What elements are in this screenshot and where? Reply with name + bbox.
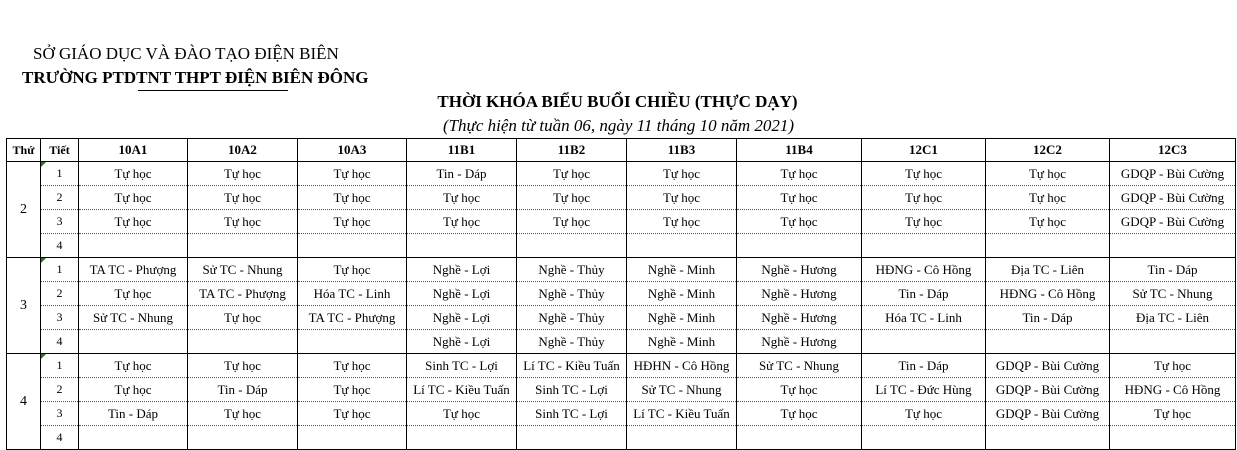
table-row bbox=[7, 258, 1236, 282]
lesson-cell bbox=[79, 330, 188, 354]
lesson-cell: Lí TC - Đức Hùng bbox=[862, 378, 986, 402]
period-number: 4 bbox=[56, 430, 63, 444]
lesson-cell: Tự học bbox=[79, 354, 188, 378]
lesson-cell: Tự học bbox=[298, 402, 407, 426]
period-cell bbox=[41, 258, 79, 282]
lesson-cell: Tự học bbox=[862, 186, 986, 210]
lesson-cell: Nghề - Minh bbox=[627, 330, 737, 354]
lesson-cell: Tự học bbox=[737, 162, 862, 186]
lesson-cell: Tự học bbox=[298, 186, 407, 210]
period-cell bbox=[41, 210, 79, 234]
department-name: SỞ GIÁO DỤC VÀ ĐÀO TẠO ĐIỆN BIÊN bbox=[33, 44, 339, 63]
lesson-cell: Nghề - Lợi bbox=[407, 282, 517, 306]
lesson-cell: Sinh TC - Lợi bbox=[517, 378, 627, 402]
lesson-cell: GDQP - Bùi Cường bbox=[1110, 210, 1236, 234]
table-row bbox=[7, 426, 1236, 450]
period-number: 1 bbox=[56, 166, 63, 180]
lesson-cell: Tự học bbox=[407, 402, 517, 426]
period-cell bbox=[41, 162, 79, 186]
lesson-cell: Tự học bbox=[737, 378, 862, 402]
lesson-cell: Tin - Dáp bbox=[188, 378, 298, 402]
lesson-cell bbox=[79, 234, 188, 258]
table-row bbox=[7, 162, 1236, 186]
lesson-cell: Tin - Dáp bbox=[862, 282, 986, 306]
lesson-cell: Tự học bbox=[517, 186, 627, 210]
lesson-cell bbox=[986, 426, 1110, 450]
period-cell bbox=[41, 330, 79, 354]
lesson-cell: Tự học bbox=[407, 186, 517, 210]
lesson-cell: Nghề - Minh bbox=[627, 258, 737, 282]
lesson-cell: Tự học bbox=[737, 210, 862, 234]
class-header: 10A2 bbox=[188, 139, 298, 162]
lesson-cell: GDQP - Bùi Cường bbox=[986, 378, 1110, 402]
lesson-cell: Địa TC - Liên bbox=[1110, 306, 1236, 330]
lesson-cell: GDQP - Bùi Cường bbox=[986, 402, 1110, 426]
class-header: 11B4 bbox=[737, 139, 862, 162]
lesson-cell: Tự học bbox=[298, 210, 407, 234]
lesson-cell: Nghề - Minh bbox=[627, 306, 737, 330]
period-cell bbox=[41, 306, 79, 330]
lesson-cell bbox=[862, 330, 986, 354]
lesson-cell: Lí TC - Kiều Tuấn bbox=[627, 402, 737, 426]
lesson-cell: HĐNG - Cô Hồng bbox=[1110, 378, 1236, 402]
lesson-cell: Tự học bbox=[862, 210, 986, 234]
lesson-cell: Tin - Dáp bbox=[79, 402, 188, 426]
lesson-cell bbox=[407, 426, 517, 450]
cell-comment-marker-icon bbox=[41, 162, 46, 167]
lesson-cell: Tự học bbox=[627, 210, 737, 234]
lesson-cell bbox=[188, 234, 298, 258]
lesson-cell bbox=[517, 426, 627, 450]
lesson-cell: Sử TC - Nhung bbox=[188, 258, 298, 282]
lesson-cell: TA TC - Phượng bbox=[79, 258, 188, 282]
lesson-cell bbox=[737, 426, 862, 450]
period-column-header: Tiết bbox=[41, 139, 79, 162]
lesson-cell: Sinh TC - Lợi bbox=[407, 354, 517, 378]
period-number: 2 bbox=[56, 286, 63, 300]
lesson-cell: Nghề - Thủy bbox=[517, 258, 627, 282]
lesson-cell: Tự học bbox=[188, 186, 298, 210]
lesson-cell: Tự học bbox=[298, 162, 407, 186]
table-row bbox=[7, 186, 1236, 210]
lesson-cell: Nghề - Hương bbox=[737, 282, 862, 306]
class-header: 11B2 bbox=[517, 139, 627, 162]
lesson-cell: Tự học bbox=[79, 378, 188, 402]
lesson-cell: Tự học bbox=[862, 162, 986, 186]
lesson-cell: Hóa TC - Linh bbox=[862, 306, 986, 330]
lesson-cell: Tự học bbox=[79, 210, 188, 234]
lesson-cell: Tự học bbox=[188, 306, 298, 330]
lesson-cell: Sử TC - Nhung bbox=[627, 378, 737, 402]
lesson-cell bbox=[298, 234, 407, 258]
lesson-cell bbox=[1110, 426, 1236, 450]
lesson-cell: Sử TC - Nhung bbox=[79, 306, 188, 330]
lesson-cell: Sử TC - Nhung bbox=[1110, 282, 1236, 306]
lesson-cell: Tự học bbox=[188, 402, 298, 426]
lesson-cell: Sinh TC - Lợi bbox=[517, 402, 627, 426]
day-cell: 2 bbox=[7, 162, 41, 258]
period-number: 2 bbox=[56, 190, 63, 204]
period-number: 2 bbox=[56, 382, 63, 396]
lesson-cell: Tự học bbox=[188, 162, 298, 186]
lesson-cell: GDQP - Bùi Cường bbox=[986, 354, 1110, 378]
lesson-cell: Tự học bbox=[79, 282, 188, 306]
lesson-cell: Nghề - Minh bbox=[627, 282, 737, 306]
table-row bbox=[7, 234, 1236, 258]
lesson-cell bbox=[298, 426, 407, 450]
period-cell bbox=[41, 186, 79, 210]
period-cell bbox=[41, 234, 79, 258]
lesson-cell: Tự học bbox=[986, 186, 1110, 210]
lesson-cell: Nghề - Hương bbox=[737, 258, 862, 282]
lesson-cell: HĐHN - Cô Hồng bbox=[627, 354, 737, 378]
cell-comment-marker-icon bbox=[41, 354, 46, 359]
class-header: 12C2 bbox=[986, 139, 1110, 162]
day-column-header: Thứ bbox=[7, 139, 41, 162]
class-header: 10A1 bbox=[79, 139, 188, 162]
school-name: TRƯỜNG PTDTNT THPT ĐIỆN BIÊN ĐÔNG bbox=[22, 68, 369, 87]
lesson-cell: Lí TC - Kiều Tuấn bbox=[407, 378, 517, 402]
lesson-cell bbox=[986, 330, 1110, 354]
period-number: 4 bbox=[56, 238, 63, 252]
lesson-cell: Tự học bbox=[298, 258, 407, 282]
lesson-cell: Tự học bbox=[298, 354, 407, 378]
lesson-cell: Tự học bbox=[79, 162, 188, 186]
lesson-cell bbox=[188, 426, 298, 450]
lesson-cell: Tự học bbox=[298, 378, 407, 402]
lesson-cell: Nghề - Thủy bbox=[517, 306, 627, 330]
lesson-cell bbox=[1110, 234, 1236, 258]
lesson-cell: Lí TC - Kiều Tuấn bbox=[517, 354, 627, 378]
lesson-cell: Nghề - Lợi bbox=[407, 258, 517, 282]
lesson-cell: Hóa TC - Linh bbox=[298, 282, 407, 306]
lesson-cell bbox=[407, 234, 517, 258]
lesson-cell bbox=[737, 234, 862, 258]
table-row bbox=[7, 282, 1236, 306]
timetable-body bbox=[7, 162, 1236, 450]
period-number: 1 bbox=[56, 262, 63, 276]
timetable-grid bbox=[6, 138, 1236, 450]
table-row bbox=[7, 378, 1236, 402]
class-header: 11B1 bbox=[407, 139, 517, 162]
cell-comment-marker-icon bbox=[41, 258, 46, 263]
lesson-cell: Nghề - Thủy bbox=[517, 330, 627, 354]
table-row bbox=[7, 330, 1236, 354]
day-cell: 4 bbox=[7, 354, 41, 450]
period-number: 4 bbox=[56, 334, 63, 348]
table-row bbox=[7, 354, 1236, 378]
timetable-title bbox=[0, 92, 1237, 112]
lesson-cell: Nghề - Thủy bbox=[517, 282, 627, 306]
lesson-cell: Tin - Dáp bbox=[407, 162, 517, 186]
lesson-cell: Tự học bbox=[188, 210, 298, 234]
lesson-cell: Tự học bbox=[737, 186, 862, 210]
period-cell bbox=[41, 354, 79, 378]
lesson-cell: Tự học bbox=[188, 354, 298, 378]
lesson-cell: TA TC - Phượng bbox=[298, 306, 407, 330]
period-cell bbox=[41, 426, 79, 450]
lesson-cell: Tự học bbox=[737, 402, 862, 426]
lesson-cell bbox=[517, 234, 627, 258]
lesson-cell: HĐNG - Cô Hồng bbox=[986, 282, 1110, 306]
period-cell bbox=[41, 402, 79, 426]
lesson-cell: Tự học bbox=[627, 162, 737, 186]
period-number: 3 bbox=[56, 406, 63, 420]
school-name-underline bbox=[138, 90, 288, 91]
timetable-title-text: THỜI KHÓA BIỂU BUỔI CHIỀU (THỰC DẠY) bbox=[437, 92, 798, 111]
table-row bbox=[7, 210, 1236, 234]
lesson-cell bbox=[79, 426, 188, 450]
lesson-cell: Tin - Dáp bbox=[862, 354, 986, 378]
header-row bbox=[7, 139, 1236, 162]
class-header: 10A3 bbox=[298, 139, 407, 162]
lesson-cell: Tin - Dáp bbox=[1110, 258, 1236, 282]
lesson-cell: GDQP - Bùi Cường bbox=[1110, 186, 1236, 210]
lesson-cell: Tự học bbox=[517, 162, 627, 186]
lesson-cell: Nghề - Lợi bbox=[407, 306, 517, 330]
lesson-cell bbox=[627, 426, 737, 450]
lesson-cell bbox=[986, 234, 1110, 258]
table-row bbox=[7, 306, 1236, 330]
period-cell bbox=[41, 282, 79, 306]
lesson-cell bbox=[862, 426, 986, 450]
period-number: 3 bbox=[56, 310, 63, 324]
class-header: 12C1 bbox=[862, 139, 986, 162]
class-header: 11B3 bbox=[627, 139, 737, 162]
lesson-cell: Nghề - Hương bbox=[737, 306, 862, 330]
lesson-cell bbox=[627, 234, 737, 258]
lesson-cell: TA TC - Phượng bbox=[188, 282, 298, 306]
lesson-cell bbox=[862, 234, 986, 258]
lesson-cell: Nghề - Hương bbox=[737, 330, 862, 354]
lesson-cell bbox=[1110, 330, 1236, 354]
lesson-cell bbox=[188, 330, 298, 354]
lesson-cell: HĐNG - Cô Hồng bbox=[862, 258, 986, 282]
lesson-cell: Sử TC - Nhung bbox=[737, 354, 862, 378]
lesson-cell: Tự học bbox=[407, 210, 517, 234]
lesson-cell: Tự học bbox=[986, 162, 1110, 186]
lesson-cell: Tự học bbox=[79, 186, 188, 210]
lesson-cell: Tự học bbox=[862, 402, 986, 426]
lesson-cell: Tin - Dáp bbox=[986, 306, 1110, 330]
lesson-cell: Tự học bbox=[986, 210, 1110, 234]
day-cell: 3 bbox=[7, 258, 41, 354]
lesson-cell: GDQP - Bùi Cường bbox=[1110, 162, 1236, 186]
lesson-cell: Tự học bbox=[627, 186, 737, 210]
period-cell bbox=[41, 378, 79, 402]
lesson-cell: Nghề - Lợi bbox=[407, 330, 517, 354]
lesson-cell: Địa TC - Liên bbox=[986, 258, 1110, 282]
lesson-cell bbox=[298, 330, 407, 354]
period-number: 3 bbox=[56, 214, 63, 228]
lesson-cell: Tự học bbox=[1110, 354, 1236, 378]
timetable-subtitle: (Thực hiện từ tuần 06, ngày 11 tháng 10 năm 2021) bbox=[442, 116, 795, 135]
period-number: 1 bbox=[56, 358, 63, 372]
table-row bbox=[7, 402, 1236, 426]
lesson-cell: Tự học bbox=[517, 210, 627, 234]
lesson-cell: Tự học bbox=[1110, 402, 1236, 426]
class-header: 12C3 bbox=[1110, 139, 1236, 162]
